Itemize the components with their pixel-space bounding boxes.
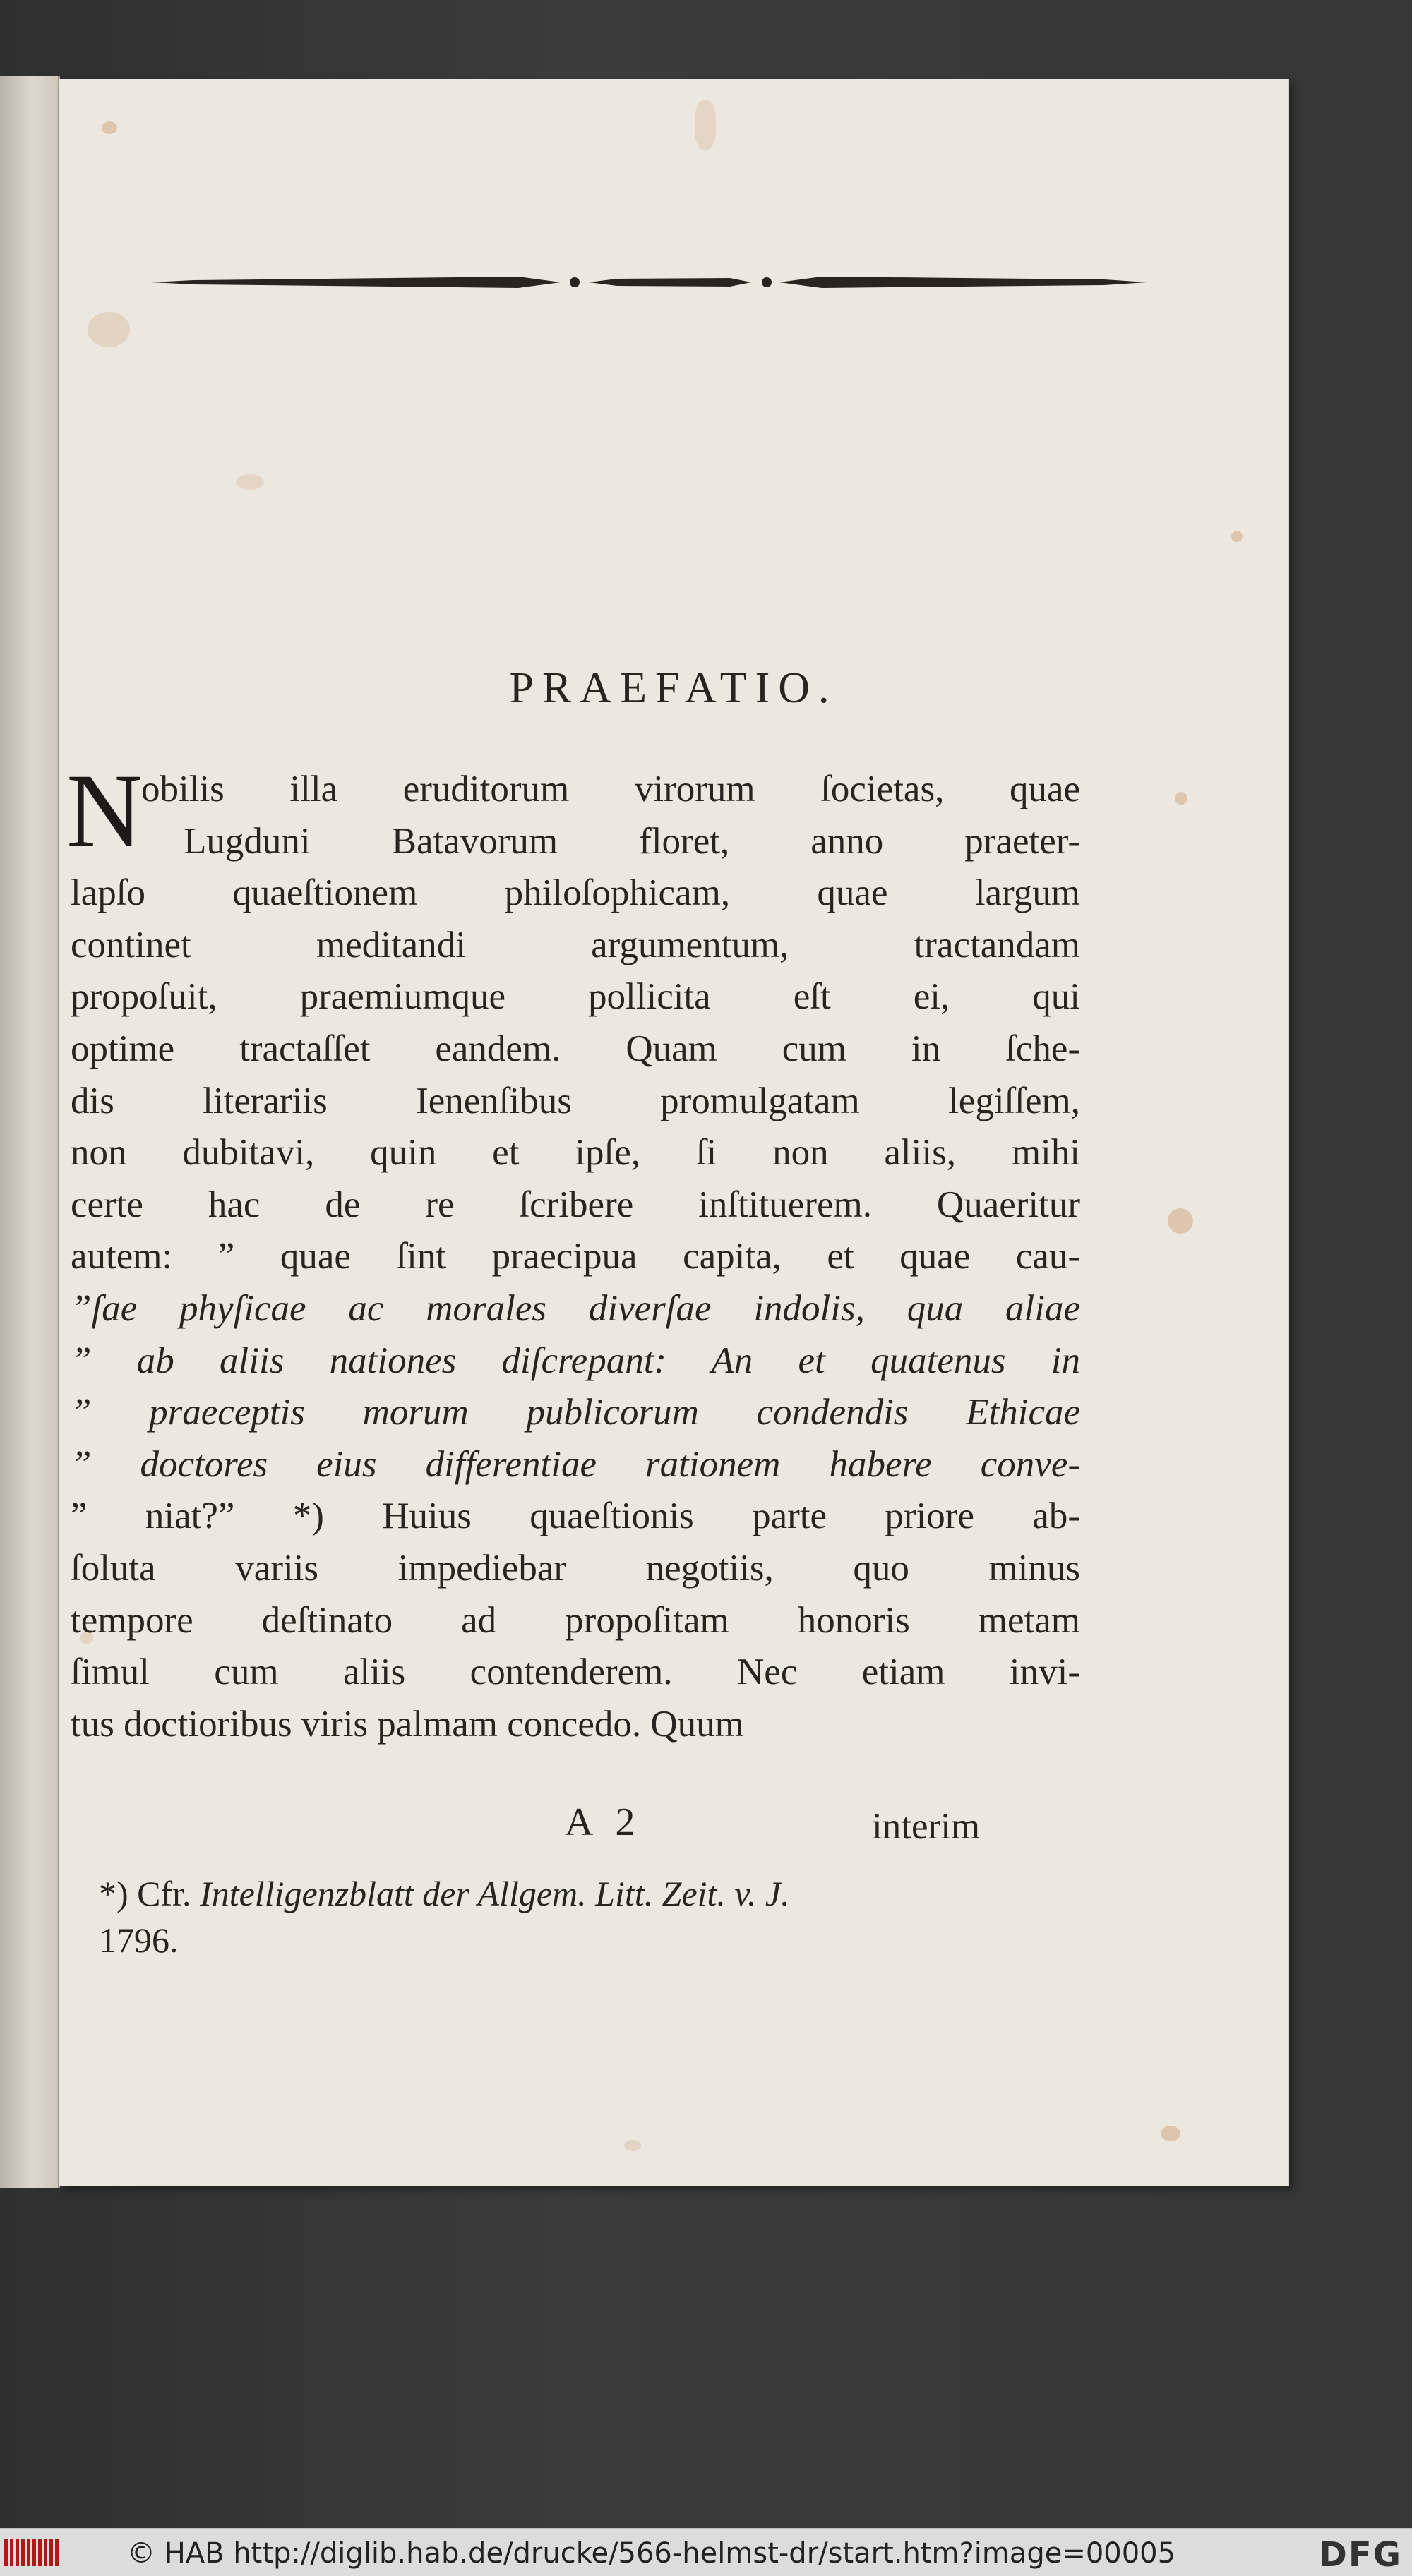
- viewer-footer: [0, 2528, 1412, 2576]
- text-line: tempore deſtinato ad propoſitam honoris metam: [71, 1599, 1080, 1641]
- text-line: dis literariis Ienenſibus promulgatam legiſſem,: [71, 1080, 1080, 1121]
- footnote: [99, 1870, 1087, 1963]
- footnote-marker: *): [99, 1874, 128, 1913]
- facing-page-edge: [0, 76, 60, 2188]
- footnote-year: 1796.: [99, 1920, 179, 1960]
- hab-logo-icon: [4, 2539, 61, 2566]
- page-title: PRAEFATIO.: [509, 664, 838, 712]
- text-line: ”ſae phyſicae ac morales diverſae indolis, qua aliae: [71, 1287, 1080, 1329]
- text-line: tus doctioribus viris palmam concedo. Quum: [71, 1703, 744, 1745]
- text-line: ” ab aliis nationes diſcrepant: An et quatenus in: [71, 1340, 1080, 1381]
- text-line: ſimul cum aliis contenderem. Nec etiam invi-: [71, 1651, 1080, 1693]
- text-line: ” doctores eius differentiae rationem habere conve-: [71, 1443, 1080, 1485]
- drop-cap: N: [66, 752, 143, 869]
- text-line: certe hac de re ſcribere inſtituerem. Quaeritur: [71, 1184, 1080, 1225]
- footnote-prefix: Cfr.: [137, 1874, 191, 1913]
- text-line: autem: ” quae ſint praecipua capita, et quae cau-: [71, 1236, 1080, 1277]
- catchword: interim: [872, 1806, 981, 1847]
- dfg-logo: DFG: [1318, 2535, 1402, 2575]
- text-line: ſoluta variis impediebar negotiis, quo minus: [71, 1547, 1080, 1589]
- signature-mark: A 2: [565, 1800, 642, 1844]
- footnote-source: Intelligenzblatt der Allgem. Litt. Zeit. v. J.: [200, 1874, 790, 1913]
- text-line: optime tractaſſet eandem. Quam cum in ſche-: [71, 1028, 1080, 1069]
- text-line: ” niat?” *) Huius quaeſtionis parte priore ab-: [71, 1495, 1080, 1537]
- text-line: Lugduni Batavorum floret, anno praeter-: [184, 820, 1080, 862]
- text-line: continet meditandi argumentum, tractandam: [71, 924, 1080, 965]
- body-text: [71, 764, 1080, 1750]
- text-line: propoſuit, praemiumque pollicita eſt ei, qui: [71, 976, 1080, 1018]
- copyright-link[interactable]: © HAB http://diglib.hab.de/drucke/566-helmst-dr/start.htm?image=00005: [127, 2537, 1176, 2570]
- text-line: non dubitavi, quin et ipſe, ſi non aliis, mihi: [71, 1132, 1080, 1174]
- text-line: obilis illa eruditorum virorum ſocietas, quae: [141, 769, 1080, 809]
- text-line: ” praeceptis morum publicorum condendis Ethicae: [71, 1392, 1080, 1433]
- ornamental-rule: [151, 268, 1147, 296]
- text-line: lapſo quaeſtionem philoſophicam, quae largum: [71, 872, 1080, 914]
